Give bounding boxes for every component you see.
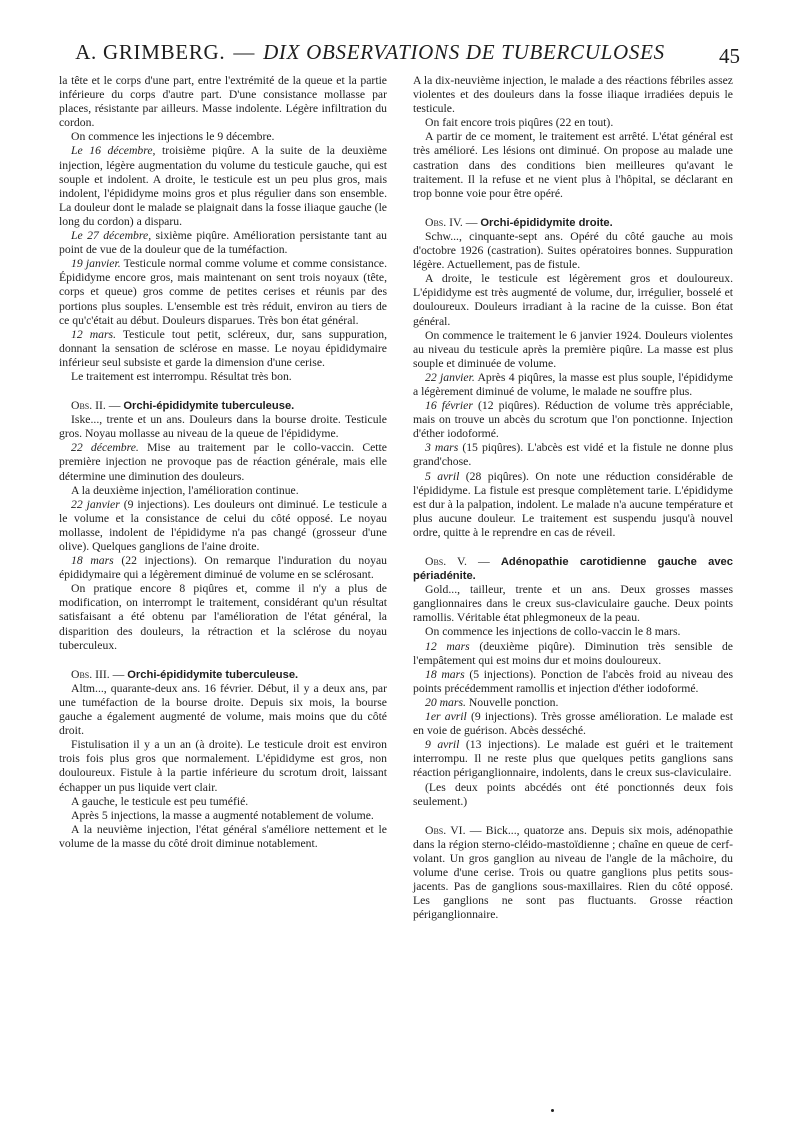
paragraph-text: (9 injections). Très grosse amélioration. Le malade est en voie de guérison. Abcès desséché. <box>413 710 734 738</box>
observation-heading <box>413 216 733 230</box>
header-separator: — <box>233 40 256 64</box>
paragraph <box>59 130 387 144</box>
paragraph-text: (9 injections). Les douleurs ont diminué. Le testicule a le volume et la consistance de celui du côté opposé. Le noyau mollasse, indolent de l'épididyme n'a pas changé (grosseur d'une olive). Quelques ganglions de l'aine droite. <box>59 497 387 553</box>
paragraph-text: Testicule normal comme volume et comme consistance. Épididyme encore gros, mais maintenant on sent trois noyaux (tête, corps et queue) gros comme de petites cerises et réunis par des portions plus souples. L'ensemble est très réduit, environ au tiers de ce qu'c'était au début. Douleurs disparues. Très bon état général. <box>59 257 388 327</box>
paragraph-date: 22 janvier. <box>425 370 475 384</box>
paragraph <box>413 710 733 738</box>
observation-heading <box>413 555 733 583</box>
paragraph <box>413 272 733 328</box>
paragraph-text: (deuxième piqûre). Diminution très sensible de l'empâtement qui est moins dur et moins douloureux. <box>413 639 733 667</box>
page-number: 45 <box>719 44 740 68</box>
paragraph <box>413 625 733 639</box>
paragraph <box>59 257 387 327</box>
observation-dash: — <box>466 555 501 568</box>
paragraph-date: 18 mars <box>425 667 465 681</box>
observation-heading <box>413 824 733 923</box>
observation-label: Obs. III. <box>71 667 110 681</box>
paragraph-text: (12 piqûres). Réduction de volume très appréciable, mais on trouve un abcès du scrotum que l'on ponctionne. Injection d'éther iodoformé. <box>413 399 733 441</box>
paragraph-text: (15 piqûres). L'abcès est vidé et la fistule ne donne plus grand'chose. <box>413 441 734 469</box>
paragraph-text: On commence les injections de collo-vaccin le 8 mars. <box>425 625 681 639</box>
observation-label: Obs. IV. <box>425 215 463 229</box>
header-subject: DIX OBSERVATIONS DE TUBERCULOSES <box>263 40 665 64</box>
paragraph-text: Bick..., quatorze ans. Depuis six mois, adénopathie dans la région sterno-cléido-mastoïdienne ; chaîne en queue de cerf-volant. Un gros ganglion au niveau de l'angle de la mâchoire, du volume d'une cerise. Trois ou quatre ganglions plus petits sous-jacents. Pas de ganglions sous-maxillaires. Rien du côté opposé. Les ganglions ne sont pas fluctuants. Grosse réaction périganglionnaire. <box>413 823 733 922</box>
paragraph <box>413 668 733 696</box>
paragraph <box>413 230 733 272</box>
paragraph <box>59 370 387 384</box>
paragraph <box>59 484 387 498</box>
observation-dash: — <box>465 823 486 837</box>
paragraph-text: A la dix-neuvième injection, le malade a des réactions fébriles assez violentes et des douleurs dans la fosse iliaque irradiées depuis le testicule. <box>413 74 733 116</box>
paragraph-text: Testicule tout petit, scléreux, dur, sans suppuration, donnant la sensation de sclérose en masse. Le noyau épididymaire inférieur seul subsiste et garde la dimension d'une cerise. <box>59 327 387 369</box>
paragraph <box>59 823 387 851</box>
paragraph-text: Iske..., trente et un ans. Douleurs dans la bourse droite. Testicule gros. Noyau mollasse au niveau de la queue de l'épididyme. <box>59 413 387 441</box>
observation-label: Obs. VI. <box>425 823 466 837</box>
paragraph-text: (5 injections). Ponction de l'abcès froid au niveau des points précédemment ramollis et injection d'éther iodoformé. <box>413 667 733 695</box>
paragraph-text: On fait encore trois piqûres (22 en tout). <box>425 116 614 130</box>
paragraph-text: Le traitement est interrompu. Résultat très bon. <box>71 369 292 383</box>
observation-label: Obs. II. <box>71 399 106 413</box>
header-author: A. GRIMBERG. <box>75 40 226 64</box>
paragraph-text: sixième piqûre. Amélioration persistante tant au point de vue de la douleur que de la tuméfaction. <box>59 229 388 257</box>
paragraph-text: Fistulisation il y a un an (à droite). Le testicule droit est environ trois fois plus gros que normalement. L'épididyme est gros, non douloureux. Fistule à la partie inférieure du scrotum droit, laissant échapper un pus liquide vert clair. <box>59 738 387 794</box>
paragraph-date: 20 mars. <box>425 695 466 709</box>
paragraph <box>413 130 733 200</box>
paragraph <box>413 116 733 130</box>
paragraph-text: A partir de ce moment, le traitement est arrêté. L'état général est très amélioré. Les lésions ont diminué. On propose au malade une castration dans des conditions bien meilleures qu'avant le traitement. Il la refuse et ne vient plus à l'hôpital, se déclarant en trop bonne voie pour être opéré. <box>413 130 733 200</box>
paragraph <box>413 583 733 625</box>
paragraph <box>59 682 387 738</box>
paragraph-text: (13 injections). Le malade est guéri et le traitement interrompu. Il ne reste plus que quelques petits ganglions sans réaction périganglionnaire, indolents, dans le creux sus-claviculaire. <box>413 738 734 780</box>
paragraph <box>413 74 733 116</box>
observation-dash: — <box>105 399 124 413</box>
paragraph-text: (28 piqûres). On note une réduction considérable de l'épididyme. La fistule est presque complètement tarie. L'épididyme est dur à la palpation, indolent. Le malade n'a aucune température et plus aucune douleur. Le traitement est suspendu jusqu'à nouvel ordre, quitte à le reprendre en cas de réveil. <box>413 469 733 539</box>
paragraph-text: Schw..., cinquante-sept ans. Opéré du côté gauche au mois d'octobre 1926 (castration). Suites opératoires bonnes. Suppuration légère. Actuellement, pas de fistule. <box>413 229 733 272</box>
paragraph-text: Gold..., tailleur, trente et un ans. Deux grosses masses ganglionnaires dans le creux sus-claviculaire gauche. Deux points ramollis. Véritable état phlegmoneux de la peau. <box>413 583 733 625</box>
paragraph-text: (22 injections). On remarque l'induration du noyau épididymaire qui a légèrement diminué de volume en se sclérosant. <box>59 554 387 582</box>
paragraph-text: Après 4 piqûres, la masse est plus souple, l'épididyme a légèrement diminué de volume, le malade ne souffre plus. <box>413 370 733 398</box>
paragraph-text: Altm..., quarante-deux ans. 16 février. Début, il y a deux ans, par une tuméfaction de la bourse droite. Depuis six mois, la bourse gauche a également augmenté de volume, mais moins que du côté droit. <box>59 681 387 738</box>
paragraph <box>413 781 733 809</box>
observation-dash: — <box>462 215 481 229</box>
paragraph <box>59 229 387 257</box>
paragraph <box>59 582 387 652</box>
paragraph <box>59 144 387 229</box>
paragraph-text: A gauche, le testicule est peu tuméfié. <box>71 794 249 808</box>
paragraph <box>59 738 387 794</box>
paragraph <box>413 371 733 399</box>
paragraph-date: 9 avril <box>425 738 460 752</box>
paragraph <box>59 328 387 370</box>
paragraph-text: (Les deux points abcédés ont été ponctionnés deux fois seulement.) <box>413 780 733 808</box>
observation-title: Orchi-épididymite droite. <box>480 216 613 229</box>
paragraph-text: A la neuvième injection, l'état général s'améliore nettement et le volume de la masse du côté droit diminue notablement. <box>59 822 387 850</box>
paragraph-text: A droite, le testicule est légèrement gros et douloureux. L'épididyme est très augmenté de volume, dur, irrégulier, bosselé et douloureux. Douleurs irradiant à la racine de la cuisse. Bon état général. <box>413 272 733 328</box>
observation-title: Adénopathie carotidienne gauche avec périadénite. <box>413 556 734 583</box>
paragraph-date: 5 avril <box>425 469 460 483</box>
running-head <box>60 40 740 68</box>
right-column <box>413 74 733 922</box>
paragraph-date: Le 16 décembre, <box>71 144 156 158</box>
observation-heading <box>59 668 387 682</box>
paragraph-date: 22 janvier <box>71 497 120 511</box>
paragraph-date: Le 27 décembre, <box>71 229 152 243</box>
running-title <box>60 40 680 65</box>
paragraph-text: Mise au traitement par le collo-vaccin. Cette première injection ne provoque pas de réaction générale, mais elle détermine une diminution des douleurs. <box>59 441 387 483</box>
paragraph <box>413 470 733 540</box>
paragraph <box>59 413 387 441</box>
paragraph-date: 22 décembre. <box>71 441 139 455</box>
paragraph-date: 18 mars <box>71 554 114 568</box>
paragraph-text: On commence le traitement le 6 janvier 1924. Douleurs violentes au niveau du testicule après la première piqûre. La masse est plus souple et diminuée de volume. <box>413 328 733 370</box>
paragraph-text: A la deuxième injection, l'amélioration continue. <box>71 483 299 497</box>
paragraph <box>59 809 387 823</box>
paragraph-date: 19 janvier. <box>71 257 121 271</box>
paragraph <box>413 399 733 441</box>
paragraph-text: On commence les injections le 9 décembre. <box>71 130 275 144</box>
paragraph-date: 12 mars. <box>71 327 117 341</box>
ink-spot <box>551 1109 554 1112</box>
paragraph <box>59 74 387 130</box>
paragraph-date: 16 février <box>425 399 473 413</box>
paragraph <box>59 795 387 809</box>
paragraph <box>59 554 387 582</box>
paragraph-date: 1er avril <box>425 710 467 724</box>
paragraph-date: 12 mars <box>425 639 470 653</box>
paragraph-date: 3 mars <box>425 441 459 455</box>
observation-title: Orchi-épididymite tuberculeuse. <box>127 668 299 681</box>
paragraph <box>413 329 733 371</box>
paragraph <box>413 441 733 469</box>
observation-label: Obs. V. <box>425 555 467 568</box>
paragraph-text: Nouvelle ponction. <box>465 695 559 709</box>
observation-dash: — <box>109 667 128 681</box>
paragraph <box>59 498 387 554</box>
paragraph-text: la tête et le corps d'une part, entre l'extrémité de la queue et la partie inférieure du corps d'autre part. D'une consistance mollasse par places, résistante par ailleurs. Masse indolente. Légère infiltration du cordon. <box>59 74 387 130</box>
observation-heading <box>59 399 387 413</box>
observation-title: Orchi-épididymite tuberculeuse. <box>123 400 295 413</box>
paragraph-text: troisième piqûre. A la suite de la deuxième injection, légère augmentation du volume du testicule gauche, qui est souple et indolent. A droite, le testicule est un peu plus gros, mais indolent, l'épididyme moins gros et plus régulier dans son ensemble. La douleur dont le malade se plaignait dans la fosse iliaque gauche (le long du cordon) a disparu. <box>59 144 387 228</box>
left-column <box>59 74 387 851</box>
paragraph <box>413 738 733 780</box>
paragraph-text: Après 5 injections, la masse a augmenté notablement de volume. <box>71 808 374 822</box>
paragraph <box>413 640 733 668</box>
paragraph <box>59 441 387 483</box>
paragraph <box>413 696 733 710</box>
paragraph-text: On pratique encore 8 piqûres et, comme il n'y a plus de modification, on interrompt le traitement, considérant qu'un résultat satisfaisant a été obtenu par l'amélioration de l'état général, la disparition des douleurs, la rétraction et la sclérose du noyau tuberculeux. <box>59 582 387 652</box>
